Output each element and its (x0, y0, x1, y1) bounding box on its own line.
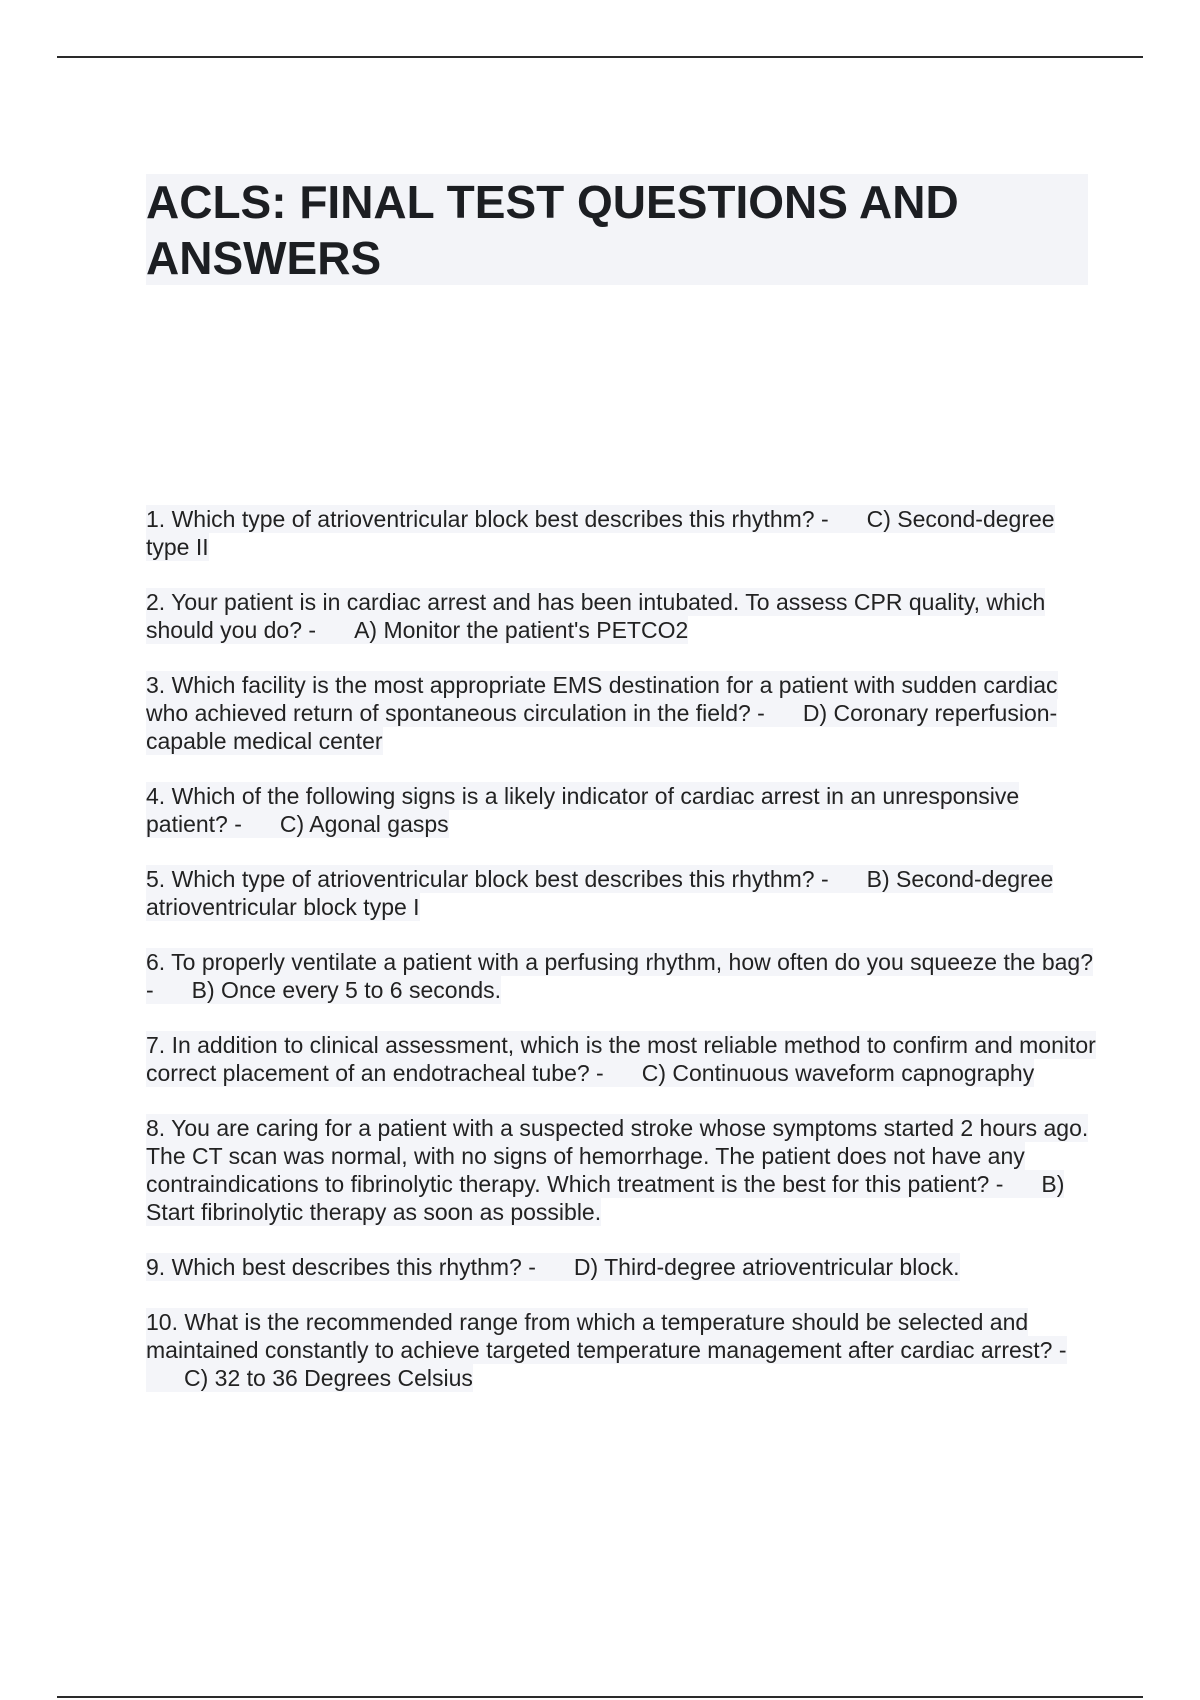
question-text: 7. In addition to clinical assessment, which is the most reliable method to confirm and monitor correct placement of an endotracheal tube? - (146, 1032, 1096, 1086)
question-text: 1. Which type of atrioventricular block best describes this rhythm? - (146, 506, 829, 532)
answer-text: A) Monitor the patient's PETCO2 (354, 617, 689, 643)
question-text: 2. Your patient is in cardiac arrest and has been intubated. To assess CPR quality, which should you do? - (146, 589, 1046, 643)
qa-item-8 (146, 1114, 1096, 1226)
qa-item-1 (146, 505, 1096, 561)
title-block (146, 174, 1088, 285)
answer-text: C) Second-degree type II (146, 506, 1055, 560)
qa-item-5 (146, 865, 1096, 921)
qa-item-2 (146, 588, 1096, 644)
qa-item-3 (146, 671, 1096, 755)
page-title: ACLS: FINAL TEST QUESTIONS AND ANSWERS (146, 176, 959, 284)
answer-text: D) Coronary reperfusion-capable medical center (146, 700, 1058, 754)
answer-text: C) Agonal gasps (279, 811, 449, 837)
answer-text: B) Start fibrinolytic therapy as soon as possible. (146, 1171, 1065, 1225)
answer-text: D) Third-degree atrioventricular block. (573, 1254, 960, 1280)
question-text: 4. Which of the following signs is a likely indicator of cardiac arrest in an unresponsive patient? - (146, 783, 1020, 837)
question-text: 5. Which type of atrioventricular block best describes this rhythm? - (146, 866, 829, 892)
question-answer-list (146, 505, 1096, 1419)
qa-item-7 (146, 1031, 1096, 1087)
qa-item-9 (146, 1253, 1096, 1281)
answer-text: C) Continuous waveform capnography (641, 1060, 1035, 1086)
qa-item-4 (146, 782, 1096, 838)
top-divider (57, 56, 1143, 58)
question-text: 8. You are caring for a patient with a suspected stroke whose symptoms started 2 hours ago. The CT scan was normal, with no signs of hemorrhage. The patient does not have any contraindications to fibrinolytic therapy. Which treatment is the best for this patient? - (146, 1115, 1089, 1197)
answer-text: B) Second-degree atrioventricular block type I (146, 866, 1054, 920)
question-text: 3. Which facility is the most appropriate EMS destination for a patient with sudden cardiac who achieved return of spontaneous circulation in the field? - (146, 672, 1058, 726)
answer-text: B) Once every 5 to 6 seconds. (191, 977, 502, 1003)
question-text: 6. To properly ventilate a patient with a perfusing rhythm, how often do you squeeze the bag? - (146, 949, 1094, 1003)
answer-text: C) 32 to 36 Degrees Celsius (184, 1365, 473, 1391)
question-text: 10. What is the recommended range from which a temperature should be selected and maintained constantly to achieve targeted temperature management after cardiac arrest? - (146, 1309, 1067, 1363)
qa-item-10 (146, 1308, 1096, 1392)
bottom-divider (57, 1696, 1143, 1698)
question-text: 9. Which best describes this rhythm? - (146, 1254, 536, 1280)
qa-item-6 (146, 948, 1096, 1004)
